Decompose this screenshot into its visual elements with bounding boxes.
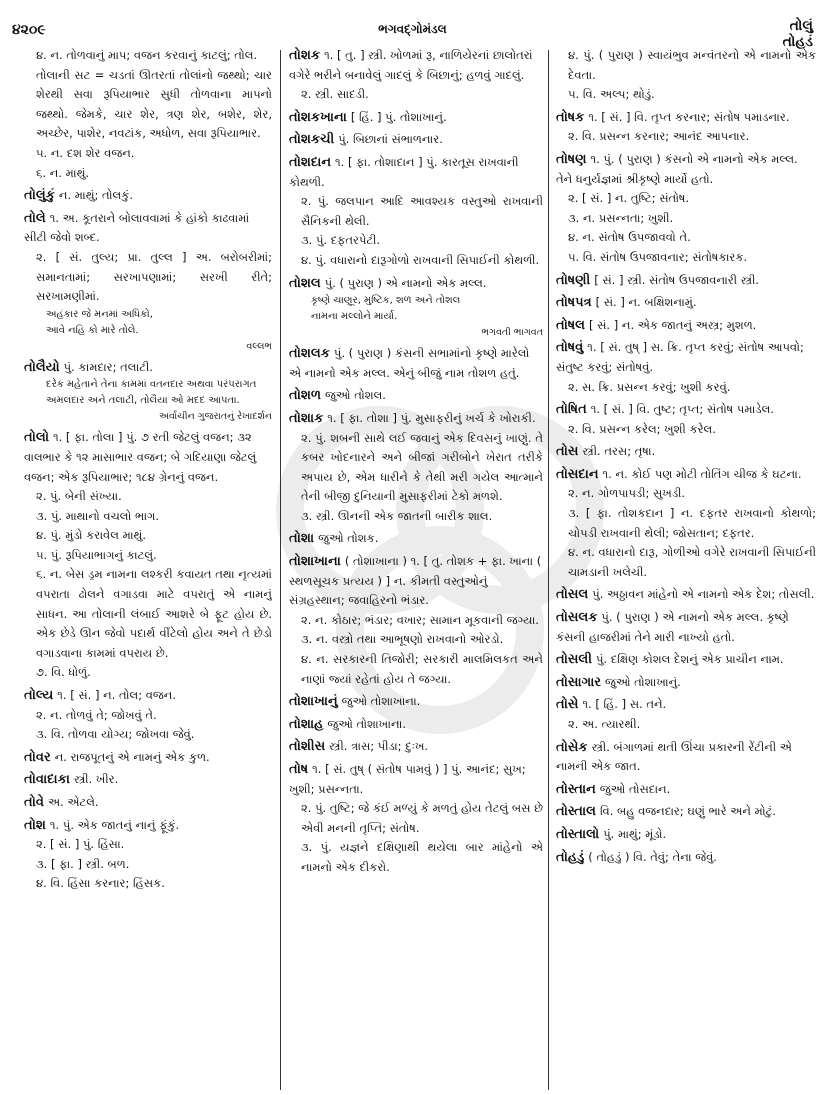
headword: તોષણ — [556, 151, 587, 167]
dictionary-entry — [556, 585, 816, 605]
headword: તોશલ — [289, 275, 321, 291]
definition-sense: [ સં. ] સ્ત્રી. સંતોષ ઉપજાવનારી સ્ત્રી. — [594, 272, 760, 287]
definition-sense: ૫. પું. રૂપિયાભાગનું કાટલું. — [36, 547, 157, 562]
dictionary-entry — [556, 695, 816, 734]
definition-sense: જુઓ તોશલ. — [325, 388, 386, 403]
headword: તોસદાન — [556, 466, 599, 482]
headword: તોવે — [24, 795, 44, 810]
definition-sense: પું. બિછાનાં સંભાળનાર. — [338, 132, 443, 147]
definition-sense: ન. રાજપૂતનું એ નામનું એક કુળ. — [54, 749, 210, 764]
definition-sense: પું. માથું; મૂંડો. — [603, 826, 667, 841]
dictionary-entry — [556, 442, 816, 462]
dictionary-entry — [289, 46, 543, 105]
definition-sense: ૧. પું. ( પુરાણ ) કંસનો એ નામનો એક મલ્લ. તેને ધનુર્યજ્ઞમાં શ્રીકૃષ્ણે માર્યો હતો. — [556, 151, 798, 186]
headword: તોશા — [289, 531, 315, 547]
headword: તોસ્તાલ — [556, 804, 596, 820]
definition-sense: ૧. [ સં. તુષ્ ] સ. ક્રિ. તૃપ્ત કરવું; સંતોષ આપવો; સંતુષ્ટ કરવું; સંતોષવું. — [556, 340, 804, 374]
headword: તોષક — [556, 109, 585, 125]
headword: તોવર — [24, 749, 51, 765]
definition-sense: ૨. વિ. પ્રસન્ન કરનાર; આનંદ આપનાર. — [568, 129, 750, 144]
dictionary-entry — [24, 46, 272, 183]
definition-sense: ૩. વિ. તોળવા યોગ્ય; જોખવા જેવું. — [36, 727, 195, 742]
column-3 — [556, 46, 816, 1086]
dictionary-entry — [289, 130, 543, 150]
definition-sense: ( તોશાખાના ) ૧. [ તુ. તોશક + ફા. ખાના ( સ્થળસૂચક પ્રત્યય ) ] ન. કીમતી વસ્તુઓનું સંગ્રહસ્થાન; જવાહિરનો ભંડાર. — [289, 554, 542, 608]
citation-quote — [289, 293, 543, 341]
definition-sense: પું. ( પુરાણ ) એ નામનો એક મલ્લ. કૃષ્ણે કંસની હાજરીમાં તેને મારી નાખ્યો હતો. — [556, 610, 789, 644]
dictionary-entry — [556, 46, 816, 105]
definition-sense: ન. માથું; તોલકું. — [58, 188, 134, 203]
dictionary-entry — [289, 737, 543, 757]
dictionary-entry — [24, 748, 272, 768]
definition-sense: [ હિં. ] પું. તોશાખાનું. — [350, 109, 447, 124]
definition-sense: ૧. [ સં. ] વિ. તૃપ્ત કરનાર; સંતોષ પમાડનાર. — [588, 109, 790, 124]
definition-sense: પું. કામદાર; તલાટી. — [63, 359, 153, 374]
definition-sense: [ સં. ] ન. એક જાતનું અસ્ત્ર; મુશળ. — [588, 317, 757, 332]
definition-sense: સ્ત્રી. બંગાળમાં થતી ઊંચા પ્રકારની રેંટીની એ નામની એક જાત. — [556, 739, 792, 774]
definition-sense: ૩. ન. વસ્ત્રો તથા આભૂષણો રાખવાનો ઓરડો. — [301, 632, 504, 647]
definition-sense: ૨. [ સં. તુલ્ય; પ્રા. તુલ્લ ] અ. બરોબરીમાં; સમાનતામાં; સરખાપણામાં; સરખી રીતે; સરખામણીમાં. — [36, 249, 272, 304]
dictionary-entry — [24, 686, 272, 745]
dictionary-entry — [24, 358, 272, 426]
dictionary-entry — [289, 386, 543, 406]
headword: તોશાક — [289, 410, 324, 426]
running-title: ભગવદ્ગોમંડલ — [378, 22, 447, 36]
definition-sense: ૧. પું. એક જાતનું નાનું ફૂંકું. — [49, 817, 180, 832]
headword: તોલૈયો — [24, 359, 60, 375]
dictionary-entry — [24, 186, 272, 206]
definition-sense: ૪. ન. વધારાનો દારૂ, ગોળીઓ વગેરે રાખવાની સિપાઈની ચામડાની ખલેચી. — [568, 545, 816, 579]
definition-sense: ૨. સ્ત્રી. સાદડી. — [301, 87, 369, 102]
definition-sense: જુઓ તોશાખાના. — [341, 694, 421, 709]
definition-sense: ૨. ન. ગોળપાપડી; સુખડી. — [568, 486, 686, 501]
headword: તોષ — [289, 762, 309, 777]
headword: તોસલક — [556, 610, 598, 626]
definition-sense: ૩. પું. માથાનો વચલો ભાગ. — [36, 508, 160, 523]
definition-sense: ૪. પું. ( પુરાણ ) સ્વાયંભુવ મન્વંતરનો એ નામનો એક દેવતા. — [568, 48, 816, 82]
citation-quote — [24, 377, 272, 425]
definition-sense: ૪. પું. મુંડો કરાવેલ માથું. — [36, 528, 146, 543]
definition-sense: સ્ત્રી. તરસ; તૃષા. — [582, 444, 656, 459]
definition-sense: ૧. [ ફા. તોશાદાન ] પું. કારતૂસ રાખવાની કોથળી. — [289, 154, 519, 189]
dictionary-entry — [556, 108, 816, 147]
definition-sense: જુઓ તોશક. — [318, 531, 379, 546]
definition-sense: સ્ત્રી. ખીર. — [73, 772, 119, 787]
definition-sense: ૪. પું. વધારાનો દારૂગોળો રાખવાની સિપાઈની કોથળી. — [301, 252, 540, 267]
headword: તોસાગાર — [556, 674, 601, 690]
definition-sense: વિ. બહુ વજનદાર; ઘણું ભારે અને મોટું. — [599, 804, 776, 819]
definition-sense: ૫. વિ. અલ્પ; થોડું. — [568, 87, 655, 102]
definition-sense: ૨. [ સં. ] પું. હિંસા. — [36, 837, 125, 852]
quote-line: અહંકાર જે મનમાં અધિકો, — [46, 308, 153, 320]
definition-sense: ૧. [ સં. ] ન. તોલ; વજન. — [57, 688, 177, 703]
headword: તોસેક — [556, 739, 588, 755]
definition-sense: ૨. [ સં. ] ન. તુષ્ટિ; સંતોષ. — [568, 191, 690, 206]
headword: તોશાહ — [289, 716, 324, 732]
definition-sense: ૨. સ. ક્રિ. પ્રસન્ન કરવું; ખુશી કરવું. — [568, 379, 731, 394]
headword: તોશલક — [289, 346, 330, 362]
definition-sense: જુઓ તોશાખાના. — [327, 716, 406, 731]
headword: તોષવું — [556, 340, 584, 356]
headword: તોલે — [24, 210, 46, 226]
definition-sense: ૨. પું. જલપાન આદિ આવશ્યક વસ્તુઓ રાખવાની સૈનિકની થેલી. — [301, 194, 543, 228]
definition-sense: ૨. પું. તુષ્ટિ; જે કંઈ મળ્યું કે મળતું હોય તેટલું બસ છે એવી મનની તૃપ્તિ; સંતોષ. — [301, 801, 543, 835]
definition-sense: ૩. [ ફા. ] સ્ત્રી. બળ. — [36, 856, 130, 871]
dictionary-entry — [556, 608, 816, 647]
definition-sense: સ્ત્રી. ત્રાસ; પીડા; દુઃખ. — [329, 739, 429, 754]
dictionary-entry — [24, 816, 272, 894]
dictionary-entry — [289, 529, 543, 549]
definition-sense: ૧. ન. કોઈ પણ મોટી તોતિંગ ચીજ કે ઘટના. — [602, 466, 802, 481]
headword: તોષપત્ર — [556, 295, 592, 311]
headword: તોષિત — [556, 402, 587, 418]
definition-sense: ૨. ન. તોળવું તે; જોખવું તે. — [36, 707, 157, 722]
dictionary-entry — [556, 400, 816, 439]
headword: તોશાખાનું — [289, 694, 338, 710]
definition-sense: ૧. અ. કૂતરાને બોલાવવામાં કે હાંકો કાઢવામાં સીટી જેવો શબ્દ. — [24, 210, 250, 245]
guide-word-bottom: તોહડં — [782, 34, 813, 50]
dictionary-columns — [0, 46, 825, 1091]
guide-word-top: તોલું — [789, 18, 813, 34]
headword: તોશકખાના — [289, 109, 347, 125]
quote-source: અર્વાચીન ગુજરાતનું રેખાદર્શન — [158, 411, 272, 423]
dictionary-entry — [556, 738, 816, 777]
dictionary-entry — [24, 209, 272, 355]
dictionary-entry — [24, 428, 272, 683]
definition-sense: ૬. ન. બેસ ડ્રમ નામના લશ્કરી કવાયત તથા નૃત્યમાં વપરાતા ઢોલને વગાડવા માટે વપરાતું એ નામનું સાધન. આ તોલાની લંબાઈ આશરે બે ફૂટ હોય છે. એક છેડે ઊન જેવો પદાર્થ વીંટેલો હોય અને તે છેડો વગાડવાના કામમાં વપરાય છે. — [36, 567, 272, 660]
headword: તોશદાન — [289, 154, 332, 170]
headword: તોસલ — [556, 587, 589, 603]
dictionary-entry — [289, 153, 543, 271]
dictionary-entry — [556, 338, 816, 397]
dictionary-entry — [289, 108, 543, 128]
definition-sense: ૩. સ્ત્રી. ઊનની એક જાતની બારીક શાલ. — [301, 508, 493, 523]
quote-line: કૃષ્ણે ચાણૂર, મુષ્ટિક, શળ અને તોશલ — [311, 295, 461, 307]
definition-sense: ૪. ન. સરકારની તિજોરી; સરકારી માલમિલકત અને નાણાં જ્યાં રહેતાં હોય તે જગ્યા. — [301, 652, 543, 686]
definition-sense: અ. એટલે. — [47, 795, 99, 809]
headword: તોશાખાના — [289, 554, 341, 570]
page-number: ૪૨૦૯ — [12, 22, 46, 38]
dictionary-entry — [556, 465, 816, 583]
dictionary-entry — [556, 271, 816, 291]
dictionary-entry — [556, 825, 816, 845]
citation-quote — [24, 307, 272, 355]
headword: તોશળ — [289, 388, 322, 404]
definition-sense: ૫. વિ. સંતોષ ઉપજાવનાર; સંતોષકારક. — [568, 249, 748, 264]
definition-sense: [ સં. ] ન. બક્ષિશનામું. — [595, 295, 697, 310]
definition-sense: ૪. ન. સંતોષ ઉપજાવવો તે. — [568, 230, 691, 245]
headword: તોસ્તાન — [556, 781, 596, 797]
dictionary-entry — [556, 780, 816, 800]
definition-sense: તોલાની સટ = ચડતાં ઊતરતાં તોલાંનો જથ્થો; ચાર શેરથી સવા રૂપિયાભાર સુધી તોળવાના માપનો જથ્થો. જેમકે, ચાર શેર, ત્રણ શેર, બશેર, શેર, અચ્છેર, પાશેર, નવટાંક, અધોળ, સવા રૂપિયાભાર. — [36, 67, 272, 141]
dictionary-entry — [556, 848, 816, 868]
dictionary-entry — [556, 802, 816, 822]
quote-line: નામના મલ્લોને માર્યા. — [311, 311, 398, 323]
definition-sense: ૧. [ સં. તુષ્ ( સંતોષ પામવું ) ] પું. આનંદ; સુખ; ખુશી; પ્રસન્નતા. — [289, 762, 526, 796]
definition-sense: ૨. વિ. પ્રસન્ન કરેલ; ખુશી કરેલ. — [568, 421, 716, 436]
definition-sense: પું. ( પુરાણ ) કંસની સભામાંનો કૃષ્ણે મારેલો એ નામનો એક મલ્લ. એનું બીજું નામ તોશળ હતું. — [289, 346, 530, 380]
quote-line: દરેક મહેતાને તેના કામમાં વતનદાર અથવા પરંપરાગત અમલદાર અને તલાટી, તોલૈયા ઓ મદદ આપતા. — [46, 379, 257, 407]
headword: તોસલી — [556, 652, 592, 668]
headword: તોલો — [24, 430, 49, 446]
definition-sense: પું. દક્ષિણ કોશલ દેશનું એક પ્રાચીન નામ. — [595, 652, 784, 667]
definition-sense: ૩. [ ફા. તોશકદાન ] ન. દફતર રાખવાનો કોથળો; ચોપડી રાખવાની થેલી; જોસતાન; દફતર. — [568, 506, 816, 540]
page-header — [0, 0, 825, 50]
dictionary-entry — [556, 650, 816, 670]
dictionary-entry — [24, 793, 272, 813]
headword: તોશીસ — [289, 739, 326, 755]
headword: તોશકચી — [289, 132, 335, 148]
definition-sense: જુઓ તોસદાન. — [599, 781, 671, 796]
definition-sense: ૨. અ. ત્યારથી. — [568, 717, 641, 731]
headword: તોસ્તાલો — [556, 826, 600, 842]
dictionary-entry — [289, 715, 543, 735]
definition-sense: ૨. પું. બેની સંખ્યા. — [36, 489, 122, 504]
headword: તોલુંકું — [24, 188, 55, 204]
dictionary-entry — [289, 409, 543, 527]
definition-sense: ૫. ન. દશ શેર વજન. — [36, 145, 135, 160]
dictionary-entry — [289, 692, 543, 712]
dictionary-entry — [556, 316, 816, 336]
dictionary-entry — [556, 293, 816, 313]
headword: તોશક — [289, 48, 321, 63]
definition-sense: ૧. [ તુ. ] સ્ત્રી. ખોળમાં રૂ, નાળિયેરનાં છાલોતરાં વગેરે ભરીને બનાવેલું ગાદલું કે બિછાનું; હળવું ગાદલું. — [289, 48, 533, 82]
definition-sense: ૩. પું. યજ્ઞને દક્ષિણાથી થયેલા બાર માંહેનો એ નામનો એક દીકરો. — [301, 840, 543, 874]
headword: તોસ — [556, 444, 579, 460]
definition-sense: ૧. [ હિં. ] સ. તને. — [582, 697, 667, 712]
definition-sense: જુઓ તોશાખાનું. — [604, 674, 681, 689]
definition-sense: ૧. [ સં. ] વિ. તુષ્ટ; તૃપ્ત; સંતોષ પમાડેલ. — [590, 402, 774, 417]
definition-sense: ( તોહડું ) વિ. તેવું; તેના જેવું. — [588, 849, 717, 864]
dictionary-entry — [289, 344, 543, 383]
dictionary-entry — [289, 760, 543, 878]
definition-sense: ૪. વિ. હિંસા કરનાર; હિંસક. — [36, 876, 165, 891]
definition-sense: ૨. પું. શબની સાથે લઈ જવાનું એક દિવસનું ખાણું. તે કબર ખોદનારને અને બીજાં ગરીબોને ખેરાત તરીકે અપાય છે, એમ ધારીને કે તેથી મરી ગયેલ આત્માને તેની બીજી દુનિયાની મુસાફરીમાં ટેકો મળશે. — [301, 430, 543, 504]
definition-sense: ૭. વિ. ધોળું. — [36, 665, 91, 680]
headword: તોસે — [556, 697, 579, 713]
headword: તોવાદાકા — [24, 772, 70, 788]
definition-sense: પું. અઠ્ઠાવન માંહેનો એ નામનો એક દેશ; તોસલી. — [592, 587, 815, 602]
dictionary-entry — [556, 673, 816, 693]
definition-sense: ૬. ન. માથું. — [36, 165, 90, 180]
quote-source: ભગવતી ભાગવત — [481, 327, 543, 339]
dictionary-entry — [289, 274, 543, 342]
headword: તોશ — [24, 817, 46, 833]
column-2 — [289, 46, 543, 1086]
definition-sense: ૨. ન. કોઠાર; ભંડાર; વખાર; સામાન મૂકવાની જગ્યા. — [301, 612, 539, 627]
dictionary-entry — [24, 770, 272, 790]
definition-sense: ૩. પું. દફતરપેટી. — [301, 233, 381, 248]
column-1 — [24, 46, 272, 1086]
quote-line: આવે નહિ કો મારે તોલે. — [46, 324, 139, 336]
headword: તોહડું — [556, 849, 585, 865]
dictionary-entry — [289, 552, 543, 689]
headword: તોષણી — [556, 272, 591, 288]
definition-sense: પું. ( પુરાણ ) એ નામનો એક મલ્લ. — [324, 275, 487, 290]
definition-sense: ૪. ન. તોળવાનું માપ; વજન કરવાનું કાટલું; તોલ. — [36, 48, 258, 62]
headword: તોલ્ય — [24, 688, 54, 704]
headword: તોષલ — [556, 317, 585, 333]
definition-sense: ૩. ન. પ્રસન્નતા; ખુશી. — [568, 210, 674, 225]
quote-source: વલ્લભ — [246, 340, 272, 352]
definition-sense: ૧. [ ફા. તોશા ] પું. મુસાફરીનું ખર્ચ કે ખોરાકી. — [327, 410, 536, 425]
dictionary-entry — [556, 150, 816, 268]
definition-sense: ૧. [ ફા. તોલા ] પું. ૭ રતી જેટલું વજન; ૩૨ વાલભાર કે ૧૨ માસાભાર વજન; બે ગદિયાણા જેટલું વજન; એક રૂપિયાભાર; ૧૮૪ ગ્રેનનું વજન. — [24, 430, 257, 484]
